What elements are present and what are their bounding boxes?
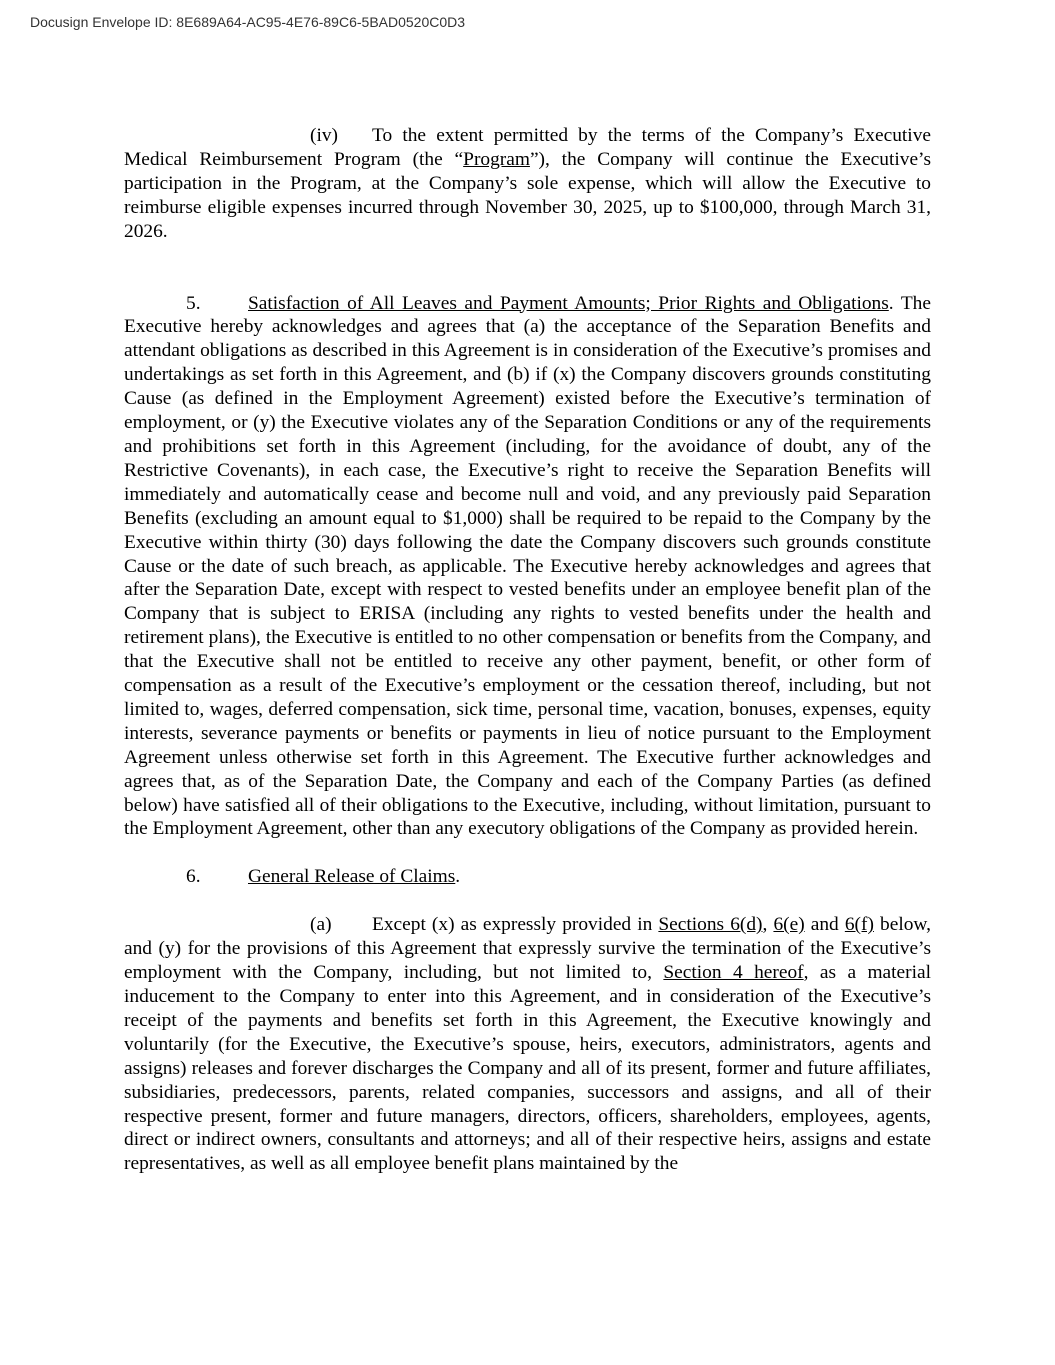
- section-6-heading-period: .: [455, 866, 461, 888]
- envelope-id: Docusign Envelope ID: 8E689A64-AC95-4E76-89C6-5BAD0520C0D3: [30, 14, 466, 30]
- section-6-number: 6.: [186, 866, 201, 888]
- section-6a-marker: (a): [310, 914, 332, 936]
- paragraph-iv: [124, 124, 931, 244]
- section-5: [124, 292, 931, 842]
- program-term: Program: [463, 148, 530, 170]
- paragraph-iv-text-2: ”), the Company will continue the Executive’s participation in the Program, at the Company’s sole expense, which will allow the Executive to reimburse eligible expenses incurred through November 30, 2025, up to $100,000, through March 31, 2026.: [124, 148, 931, 242]
- section-6a-text-3: and: [804, 914, 845, 936]
- section-5-heading: Satisfaction of All Leaves and Payment Amounts; Prior Rights and Obligations: [248, 292, 889, 314]
- section-6e-reference: 6(e): [773, 914, 805, 936]
- section-6a-text-5: , as a material inducement to the Company to enter into this Agreement, and in consideration of the Executive’s receipt of the payments and benefits set forth in this Agreement, the Executive knowingly and voluntarily (for the Executive, the Executive’s spouse, heirs, executors, administrators, agents and assigns) releases and forever discharges the Company and all of its present, former and future affiliates, subsidiaries, predecessors, parents, related companies, successors and assigns, and all of their respective present, former and future managers, directors, officers, shareholders, employees, agents, direct or indirect owners, consultants and attorneys; and all of their respective heirs, assigns and estate representatives, as well as all employee benefit plans maintained by the: [124, 962, 931, 1175]
- document-body: [124, 124, 931, 1176]
- section-5-body: The Executive hereby acknowledges and agrees that (a) the acceptance of the Separation Benefits and attendant obligations as described in this Agreement is in consideration of the Executive’s promises and undertakings as set forth in this Agreement, and (b) if (x) the Company discovers grounds constituting Cause (as defined in the Employment Agreement) existed before the Executive’s termination of employment, or (y) the Executive violates any of the Separation Conditions or any of the requirements and prohibitions set forth in this Agreement (including, for the avoidance of doubt, any of the Restrictive Covenants), in each case, the Executive’s right to receive the Separation Benefits will immediately and automatically cease and become null and void, and any previously paid Separation Benefits (excluding an amount equal to $1,000) shall be required to be repaid to the Company by the Executive within thirty (30) days following the date the Company discovers such grounds constitute Cause or the date of such breach, as applicable. The Executive hereby acknowledges and agrees that after the Separation Date, except with respect to vested benefits under an employee benefit plan of the Company that is subject to ERISA (including any rights to vested benefits under the health and retirement plans), the Executive is entitled to no other compensation or benefits from the Company, and that the Executive shall not be entitled to receive any other payment, benefit, or other form of compensation as a result of the Executive’s employment or the cessation thereof, including, but not limited to, wages, deferred compensation, sick time, personal time, vacation, bonuses, expenses, equity interests, severance payments or benefits or payments in lieu of notice pursuant to the Employment Agreement unless otherwise set forth in this Agreement. The Executive further acknowledges and agrees that, as of the Separation Date, the Company and each of the Company Parties (as defined below) have satisfied all of their obligations to the Executive, including, without limitation, pursuant to the Employment Agreement, other than any executory obligations of the Company as provided herein.: [124, 292, 931, 840]
- section-5-number: 5.: [186, 292, 201, 314]
- section-6a-text-1: Except (x) as expressly provided in: [372, 914, 659, 936]
- paragraph-iv-text-1: To the extent permitted by the terms of the Company’s Executive Medical Reimbursement Program (the “: [124, 125, 931, 170]
- section-6: [124, 865, 931, 889]
- paragraph-iv-marker: (iv): [310, 125, 338, 146]
- section-4-reference: Section 4 hereof: [663, 962, 804, 984]
- section-6a-text-2: ,: [762, 914, 774, 936]
- section-6-heading: General Release of Claims: [248, 866, 456, 888]
- section-6a: [124, 913, 931, 1176]
- section-5-heading-period: .: [888, 292, 894, 314]
- section-6d-reference: Sections 6(d): [658, 914, 763, 936]
- section-6a-text-4: below, and (y) for the provisions of this Agreement that expressly survive the termination of the Executive’s employment with the Company, including, but not limited to,: [124, 914, 931, 984]
- section-6f-reference: 6(f): [844, 914, 874, 936]
